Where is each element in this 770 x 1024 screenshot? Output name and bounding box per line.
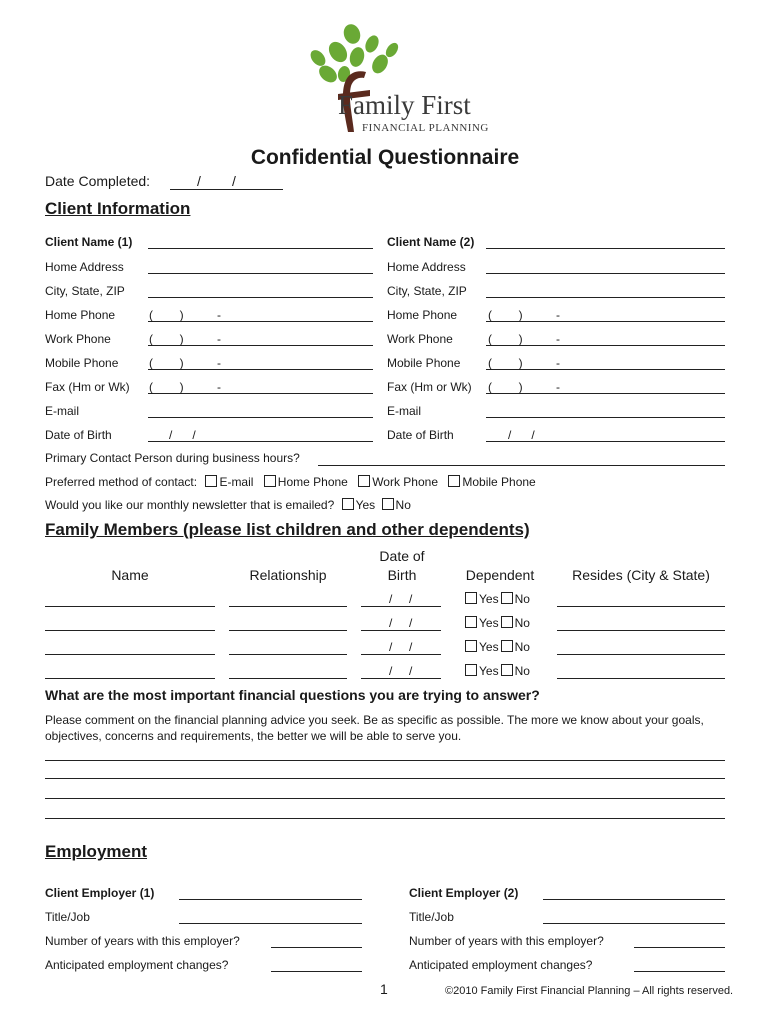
client-2-date-of-birth-format: / / — [488, 428, 535, 442]
questions-answer-line-2[interactable] — [45, 778, 725, 779]
newsletter-no-checkbox[interactable] — [382, 498, 394, 510]
dependent-no-label: No — [514, 592, 530, 606]
email-checkbox[interactable] — [205, 475, 217, 487]
family-member-relationship-field[interactable] — [229, 630, 347, 631]
client-1-date-of-birth-format: / / — [149, 428, 196, 442]
home-phone-option-label: Home Phone — [277, 475, 348, 489]
employer-2-years-field[interactable] — [634, 947, 725, 948]
family-member-dob-separators: / / — [389, 664, 413, 678]
family-member-dependent-options — [465, 664, 530, 678]
preferred-contact-row — [45, 475, 536, 489]
dependent-yes-label: Yes — [479, 664, 499, 678]
newsletter-label: Would you like our monthly newsletter that is emailed? — [45, 498, 335, 512]
client-2-home-address-label: Home Address — [387, 260, 466, 274]
client-1-date-of-birth-label: Date of Birth — [45, 428, 112, 442]
employer-2-title-field[interactable] — [543, 923, 725, 924]
dependent-yes-label: Yes — [479, 640, 499, 654]
family-member-name-field[interactable] — [45, 606, 215, 607]
copyright-notice: ©2010 Family First Financial Planning – All rights reserved. — [445, 985, 734, 997]
client-1-home-address-field[interactable] — [148, 273, 373, 274]
newsletter-yes-checkbox[interactable] — [342, 498, 354, 510]
client-1-home-address-label: Home Address — [45, 260, 124, 274]
mobile-phone-checkbox[interactable] — [448, 475, 460, 487]
newsletter-yes-label: Yes — [355, 498, 376, 512]
client-2-mobile-phone-format: ( ) - — [488, 356, 560, 370]
client-2-e-mail-label: E-mail — [387, 404, 422, 418]
family-member-dependent-options — [465, 640, 530, 654]
client-employer-1-field[interactable] — [179, 899, 362, 900]
dependent-no-label: No — [514, 616, 530, 630]
dependent-no-label: No — [514, 640, 530, 654]
client-2-home-phone-label: Home Phone — [387, 308, 458, 322]
client-1-home-phone-format: ( ) - — [149, 308, 221, 322]
client-1-work-phone-format: ( ) - — [149, 332, 221, 346]
family-member-dependent-options — [465, 592, 530, 606]
dependent-no-checkbox[interactable] — [501, 664, 513, 676]
family-member-resides-field[interactable] — [557, 678, 725, 679]
dependent-yes-label: Yes — [479, 592, 499, 606]
newsletter-no-label: No — [395, 498, 411, 512]
client-2-mobile-phone-label: Mobile Phone — [387, 356, 461, 370]
family-member-resides-field[interactable] — [557, 654, 725, 655]
employment-heading: Employment — [45, 842, 148, 861]
family-members-heading: Family Members (please list children and other dependents) — [45, 520, 530, 539]
primary-contact-field[interactable] — [318, 465, 725, 466]
primary-contact-label: Primary Contact Person during business hours? — [45, 451, 300, 465]
client-employer-2-field[interactable] — [543, 899, 725, 900]
dependent-yes-checkbox[interactable] — [465, 616, 477, 628]
date-completed-label: Date Completed: — [45, 173, 151, 189]
family-member-relationship-field[interactable] — [229, 678, 347, 679]
family-member-dob-separators: / / — [389, 616, 413, 630]
company-logo — [300, 22, 489, 138]
client-2-fax-hm-or-wk-format: ( ) - — [488, 380, 560, 394]
client-name-1-label: Client Name (1) — [45, 235, 133, 249]
work-phone-option-label: Work Phone — [372, 475, 438, 489]
dependent-yes-checkbox[interactable] — [465, 664, 477, 676]
brand-name: Family First — [338, 90, 471, 120]
client-2-city-state-zip-label: City, State, ZIP — [387, 284, 467, 298]
dependent-yes-checkbox[interactable] — [465, 640, 477, 652]
family-member-dependent-options — [465, 616, 530, 630]
employer-1-title-field[interactable] — [179, 923, 362, 924]
family-member-dob-separators: / / — [389, 592, 413, 606]
client-name-2-label: Client Name (2) — [387, 235, 475, 249]
family-member-dob-field[interactable] — [361, 630, 441, 631]
client-2-home-address-field[interactable] — [486, 273, 725, 274]
client-2-city-state-zip-field[interactable] — [486, 297, 725, 298]
family-member-relationship-field[interactable] — [229, 654, 347, 655]
family-member-name-field[interactable] — [45, 654, 215, 655]
family-member-dob-field[interactable] — [361, 678, 441, 679]
work-phone-checkbox[interactable] — [358, 475, 370, 487]
client-1-e-mail-field[interactable] — [148, 417, 373, 418]
client-1-e-mail-label: E-mail — [45, 404, 80, 418]
client-1-work-phone-label: Work Phone — [45, 332, 111, 346]
employer-1-title-label: Title/Job — [45, 910, 90, 924]
client-1-city-state-zip-field[interactable] — [148, 297, 373, 298]
brand-subtitle: FINANCIAL PLANNING — [362, 122, 489, 134]
employer-1-changes-field[interactable] — [271, 971, 362, 972]
dependent-no-checkbox[interactable] — [501, 640, 513, 652]
client-1-fax-hm-or-wk-format: ( ) - — [149, 380, 221, 394]
date-completed-separators: / / — [197, 173, 236, 189]
page-number: 1 — [380, 981, 388, 997]
client-2-work-phone-label: Work Phone — [387, 332, 453, 346]
employer-1-changes-label: Anticipated employment changes? — [45, 958, 229, 972]
family-col-dependent: Dependent — [465, 567, 535, 583]
client-2-fax-hm-or-wk-label: Fax (Hm or Wk) — [387, 380, 472, 394]
family-col-dob-line1: Date of — [379, 548, 425, 564]
questions-answer-line-3[interactable] — [45, 798, 725, 799]
client-name-1-field[interactable] — [148, 248, 373, 249]
client-employer-1-label: Client Employer (1) — [45, 886, 155, 900]
family-col-dob-line2: Birth — [387, 567, 417, 583]
family-member-resides-field[interactable] — [557, 630, 725, 631]
client-1-mobile-phone-label: Mobile Phone — [45, 356, 119, 370]
dependent-no-checkbox[interactable] — [501, 616, 513, 628]
mobile-phone-option-label: Mobile Phone — [462, 475, 536, 489]
financial-questions-heading: What are the most important financial questions you are trying to answer? — [45, 687, 540, 703]
preferred-contact-label: Preferred method of contact: — [45, 475, 198, 489]
client-2-date-of-birth-label: Date of Birth — [387, 428, 454, 442]
employer-1-years-label: Number of years with this employer? — [45, 934, 240, 948]
client-2-e-mail-field[interactable] — [486, 417, 725, 418]
family-col-name: Name — [111, 567, 149, 583]
client-employer-2-label: Client Employer (2) — [409, 886, 519, 900]
page-title: Confidential Questionnaire — [250, 146, 520, 169]
family-member-dob-field[interactable] — [361, 654, 441, 655]
email-option-label: E-mail — [219, 475, 254, 489]
dependent-no-label: No — [514, 664, 530, 678]
employer-2-changes-field[interactable] — [634, 971, 725, 972]
questions-answer-line-4[interactable] — [45, 818, 725, 819]
client-1-mobile-phone-format: ( ) - — [149, 356, 221, 370]
home-phone-checkbox[interactable] — [264, 475, 276, 487]
client-1-city-state-zip-label: City, State, ZIP — [45, 284, 125, 298]
dependent-yes-checkbox[interactable] — [465, 592, 477, 604]
family-col-relationship: Relationship — [249, 567, 327, 583]
financial-questions-instructions: Please comment on the financial planning advice you seek. Be as specific as possible. The more we know about your goals, objectives, concerns and requirements, the better we will be able to serve you. — [45, 713, 704, 743]
client-information-heading: Client Information — [45, 199, 191, 218]
family-member-dob-field[interactable] — [361, 606, 441, 607]
family-member-name-field[interactable] — [45, 630, 215, 631]
family-col-resides: Resides (City & State) — [572, 567, 710, 583]
dependent-yes-label: Yes — [479, 616, 499, 630]
client-1-fax-hm-or-wk-label: Fax (Hm or Wk) — [45, 380, 130, 394]
employer-2-title-label: Title/Job — [409, 910, 454, 924]
newsletter-row — [45, 498, 411, 512]
client-name-2-field[interactable] — [486, 248, 725, 249]
client-1-home-phone-label: Home Phone — [45, 308, 116, 322]
date-completed-field[interactable] — [170, 189, 283, 190]
employer-1-years-field[interactable] — [271, 947, 362, 948]
family-member-name-field[interactable] — [45, 678, 215, 679]
family-member-dob-separators: / / — [389, 640, 413, 654]
client-2-work-phone-format: ( ) - — [488, 332, 560, 346]
employer-2-years-label: Number of years with this employer? — [409, 934, 604, 948]
dependent-no-checkbox[interactable] — [501, 592, 513, 604]
client-2-home-phone-format: ( ) - — [488, 308, 560, 322]
family-member-resides-field[interactable] — [557, 606, 725, 607]
questions-answer-line-1[interactable] — [45, 760, 725, 761]
employer-2-changes-label: Anticipated employment changes? — [409, 958, 593, 972]
family-member-relationship-field[interactable] — [229, 606, 347, 607]
